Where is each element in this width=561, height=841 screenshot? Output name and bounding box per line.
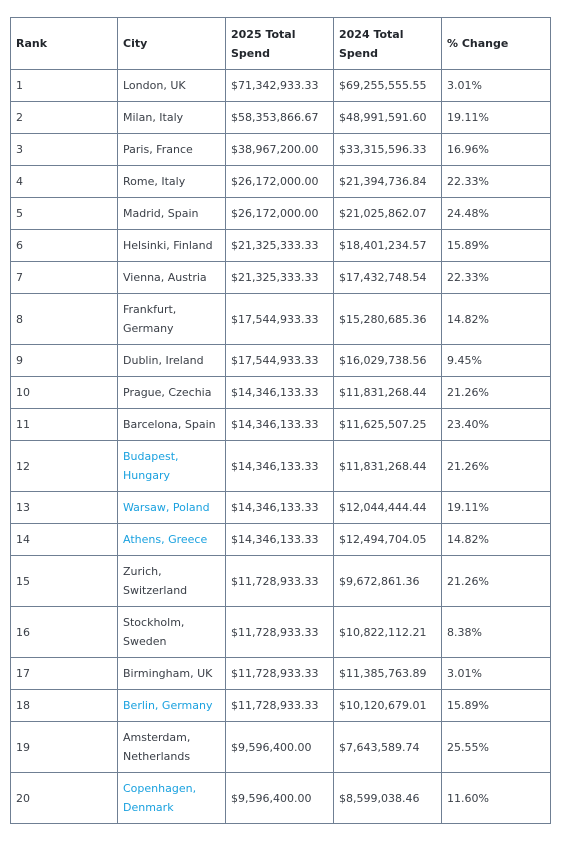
rank-cell: 17 [11,658,118,690]
city-cell: Milan, Italy [118,102,226,134]
city-cell: Dublin, Ireland [118,345,226,377]
table-row [11,262,551,294]
change-cell: 3.01% [442,70,551,102]
table-row [11,524,551,556]
city-cell: Madrid, Spain [118,198,226,230]
table-row [11,441,551,492]
change-cell: 9.45% [442,345,551,377]
city-link[interactable]: Budapest, Hungary [118,441,226,492]
spend-2025-cell: $21,325,333.33 [226,230,334,262]
spend-2024-cell: $11,831,268.44 [334,377,442,409]
rank-cell: 9 [11,345,118,377]
spend-2025-cell: $11,728,933.33 [226,690,334,722]
spend-2025-cell: $26,172,000.00 [226,198,334,230]
change-cell: 14.82% [442,524,551,556]
city-cell: Zurich, Switzerland [118,556,226,607]
header-2025-total-spend: 2025 Total Spend [226,18,334,70]
rank-cell: 2 [11,102,118,134]
change-cell: 22.33% [442,166,551,198]
header-rank: Rank [11,18,118,70]
change-cell: 14.82% [442,294,551,345]
rank-cell: 14 [11,524,118,556]
city-cell: Amsterdam, Netherlands [118,722,226,773]
change-cell: 21.26% [442,556,551,607]
city-cell: Paris, France [118,134,226,166]
spend-2025-cell: $14,346,133.33 [226,377,334,409]
table-header [11,18,551,70]
spend-2024-cell: $10,120,679.01 [334,690,442,722]
table-row [11,658,551,690]
city-link[interactable]: Warsaw, Poland [118,492,226,524]
rank-cell: 13 [11,492,118,524]
spend-2024-cell: $21,025,862.07 [334,198,442,230]
city-cell: Birmingham, UK [118,658,226,690]
change-cell: 21.26% [442,441,551,492]
rank-cell: 15 [11,556,118,607]
rank-cell: 16 [11,607,118,658]
table-row [11,377,551,409]
table-row [11,70,551,102]
spend-2024-cell: $16,029,738.56 [334,345,442,377]
rank-cell: 12 [11,441,118,492]
spend-2024-cell: $12,044,444.44 [334,492,442,524]
spend-2025-cell: $14,346,133.33 [226,524,334,556]
change-cell: 23.40% [442,409,551,441]
city-cell: Rome, Italy [118,166,226,198]
city-link[interactable]: Copenhagen, Denmark [118,773,226,824]
table-body [11,70,551,824]
rank-cell: 8 [11,294,118,345]
change-cell: 16.96% [442,134,551,166]
rank-cell: 7 [11,262,118,294]
city-cell: Frankfurt, Germany [118,294,226,345]
table-row [11,166,551,198]
rank-cell: 1 [11,70,118,102]
spend-2025-cell: $11,728,933.33 [226,556,334,607]
spend-2024-cell: $11,831,268.44 [334,441,442,492]
spend-2025-cell: $9,596,400.00 [226,773,334,824]
change-cell: 3.01% [442,658,551,690]
rank-cell: 10 [11,377,118,409]
table-row [11,134,551,166]
city-spend-table [10,17,551,824]
spend-2024-cell: $69,255,555.55 [334,70,442,102]
table-row [11,773,551,824]
spend-2024-cell: $21,394,736.84 [334,166,442,198]
table-row [11,409,551,441]
city-link[interactable]: Berlin, Germany [118,690,226,722]
table-row [11,102,551,134]
table-row [11,198,551,230]
table-row [11,722,551,773]
spend-2025-cell: $38,967,200.00 [226,134,334,166]
spend-2025-cell: $26,172,000.00 [226,166,334,198]
spend-2025-cell: $71,342,933.33 [226,70,334,102]
rank-cell: 18 [11,690,118,722]
header-percent-change: % Change [442,18,551,70]
city-cell: London, UK [118,70,226,102]
spend-2024-cell: $48,991,591.60 [334,102,442,134]
change-cell: 8.38% [442,607,551,658]
spend-2024-cell: $7,643,589.74 [334,722,442,773]
table-row [11,690,551,722]
city-cell: Prague, Czechia [118,377,226,409]
spend-2025-cell: $14,346,133.33 [226,492,334,524]
change-cell: 22.33% [442,262,551,294]
spend-2025-cell: $58,353,866.67 [226,102,334,134]
spend-2024-cell: $11,625,507.25 [334,409,442,441]
spend-2025-cell: $21,325,333.33 [226,262,334,294]
spend-2025-cell: $14,346,133.33 [226,441,334,492]
spend-2024-cell: $12,494,704.05 [334,524,442,556]
table-row [11,294,551,345]
change-cell: 15.89% [442,690,551,722]
change-cell: 11.60% [442,773,551,824]
spend-2025-cell: $14,346,133.33 [226,409,334,441]
rank-cell: 5 [11,198,118,230]
spend-2025-cell: $17,544,933.33 [226,294,334,345]
change-cell: 19.11% [442,492,551,524]
change-cell: 15.89% [442,230,551,262]
table-row [11,230,551,262]
rank-cell: 19 [11,722,118,773]
city-cell: Helsinki, Finland [118,230,226,262]
city-cell: Vienna, Austria [118,262,226,294]
table-row [11,607,551,658]
spend-2024-cell: $9,672,861.36 [334,556,442,607]
table-row [11,345,551,377]
change-cell: 24.48% [442,198,551,230]
change-cell: 21.26% [442,377,551,409]
rank-cell: 11 [11,409,118,441]
spend-2024-cell: $8,599,038.46 [334,773,442,824]
table-row [11,492,551,524]
spend-2024-cell: $11,385,763.89 [334,658,442,690]
spend-2024-cell: $10,822,112.21 [334,607,442,658]
header-2024-total-spend: 2024 Total Spend [334,18,442,70]
change-cell: 19.11% [442,102,551,134]
rank-cell: 4 [11,166,118,198]
city-cell: Stockholm, Sweden [118,607,226,658]
rank-cell: 20 [11,773,118,824]
spend-2025-cell: $17,544,933.33 [226,345,334,377]
spend-2025-cell: $11,728,933.33 [226,658,334,690]
spend-2024-cell: $18,401,234.57 [334,230,442,262]
header-city: City [118,18,226,70]
city-cell: Barcelona, Spain [118,409,226,441]
rank-cell: 6 [11,230,118,262]
spend-2025-cell: $9,596,400.00 [226,722,334,773]
spend-table-container [10,17,550,824]
spend-2024-cell: $15,280,685.36 [334,294,442,345]
spend-2024-cell: $17,432,748.54 [334,262,442,294]
spend-2025-cell: $11,728,933.33 [226,607,334,658]
city-link[interactable]: Athens, Greece [118,524,226,556]
rank-cell: 3 [11,134,118,166]
table-row [11,556,551,607]
header-row [11,18,551,70]
spend-2024-cell: $33,315,596.33 [334,134,442,166]
change-cell: 25.55% [442,722,551,773]
